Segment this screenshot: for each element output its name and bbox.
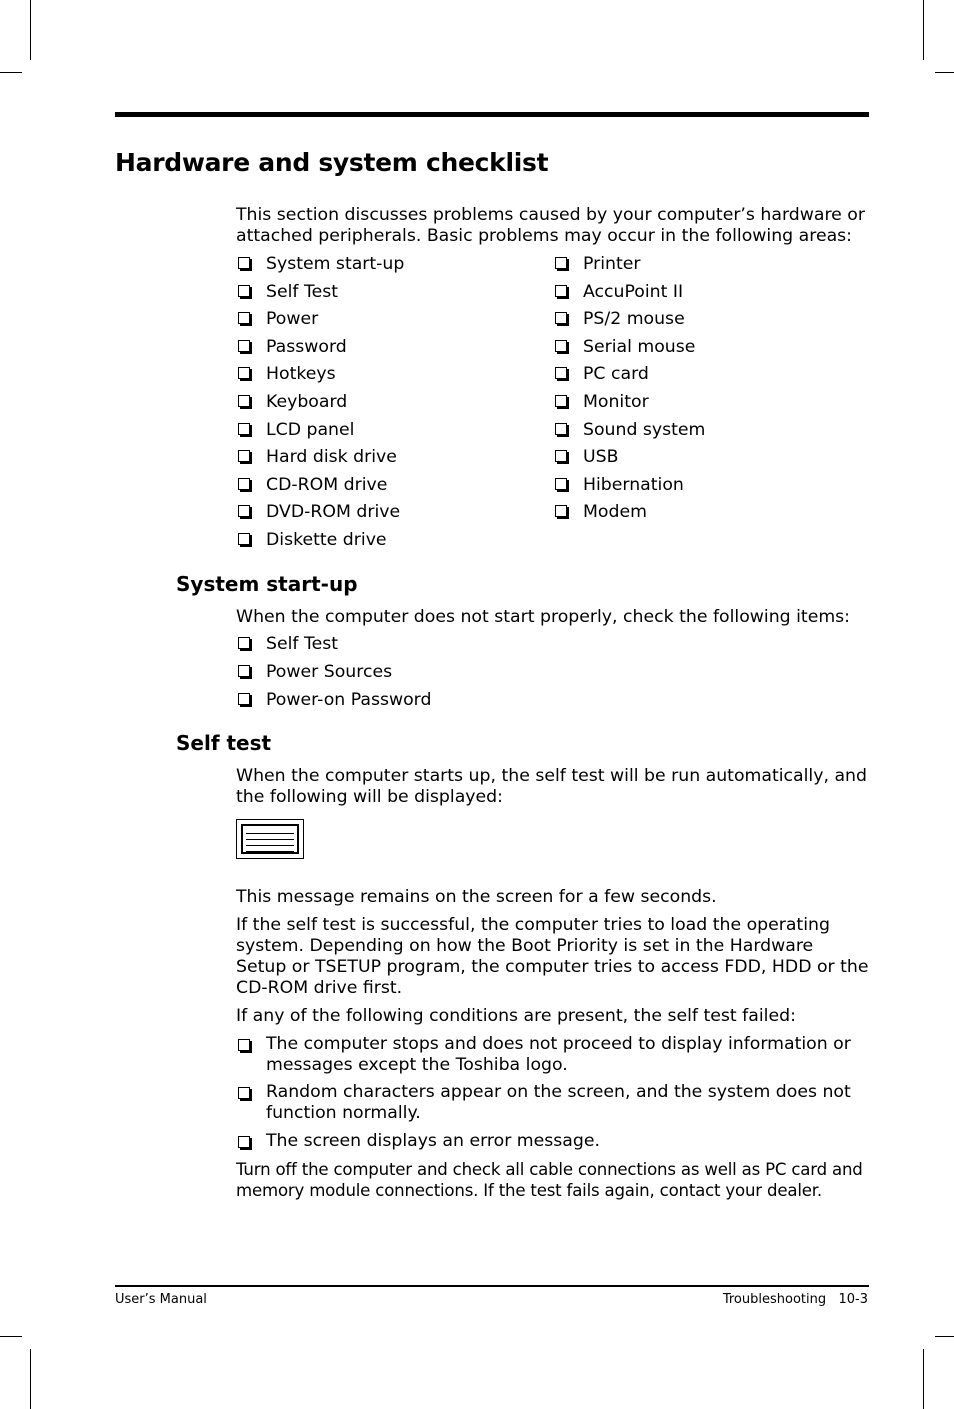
checkbox-icon: [555, 505, 567, 517]
checklist-item: [238, 662, 392, 683]
checklist-item-label: Hard disk drive: [266, 447, 397, 468]
checklist-item-label: Diskette drive: [266, 530, 387, 550]
intro-line: attached peripherals. Basic problems may occur in the following areas:: [236, 226, 852, 246]
checklist-item-label: Power-on Password: [266, 690, 432, 710]
checklist-item: [555, 364, 649, 385]
checklist-item-label: Sound system: [583, 419, 706, 440]
checkbox-icon: [555, 285, 567, 297]
checklist-item: [238, 309, 318, 330]
checkbox-icon: [238, 637, 250, 649]
checklist-item: [238, 392, 347, 413]
header-rule: [115, 112, 869, 117]
checklist-item-label: Printer: [583, 254, 641, 274]
crop-mark: [935, 72, 954, 73]
checklist-item: [238, 364, 336, 385]
success-line: CD-ROM drive first.: [236, 978, 403, 998]
checkbox-icon: [555, 340, 567, 352]
intro-line: This section discusses problems caused by your computer’s hardware or: [236, 205, 865, 225]
failure-line: The screen displays an error message.: [266, 1131, 600, 1151]
crop-mark: [0, 1336, 22, 1337]
checklist-item-label: Monitor: [583, 392, 649, 412]
checkbox-icon: [238, 395, 250, 407]
turnoff-line: memory module connections. If the test fails again, contact your dealer.: [236, 1181, 822, 1200]
checklist-item-label: Serial mouse: [583, 336, 696, 357]
conditions-text: If any of the following conditions are present, the self test failed:: [236, 1006, 796, 1026]
checkbox-icon: [238, 693, 250, 705]
checklist-item-label: USB: [583, 447, 619, 468]
success-line: If the self test is successful, the computer tries to load the operating: [236, 915, 830, 935]
success-line: Setup or TSETUP program, the computer tries to access FDD, HDD or the: [236, 957, 869, 977]
checklist-item-label: Password: [266, 336, 347, 357]
checkbox-icon: [555, 478, 567, 490]
checkbox-icon: [555, 395, 567, 407]
section-heading-selftest: Self test: [176, 731, 272, 755]
crop-mark: [30, 0, 31, 60]
checkbox-icon: [238, 533, 250, 545]
checklist-item: [555, 502, 647, 523]
checkbox-icon: [555, 367, 567, 379]
checkbox-icon: [238, 257, 250, 269]
checkbox-icon: [238, 367, 250, 379]
checklist-item: [238, 634, 338, 655]
checklist-item: [238, 420, 354, 441]
checkbox-icon: [238, 312, 250, 324]
checklist-item-label: Self Test: [266, 281, 339, 302]
checklist-item-label: AccuPoint II: [583, 281, 684, 302]
checklist-item: [555, 282, 683, 303]
failure-line: Random characters appear on the screen, and the system does not: [266, 1082, 851, 1102]
checklist-item-label: Power: [266, 309, 319, 330]
checklist-item: [238, 690, 431, 711]
turnoff-paragraph: [236, 1159, 869, 1201]
remain-text: This message remains on the screen for a few seconds.: [236, 887, 717, 907]
checkbox-icon: [238, 1039, 250, 1051]
checklist-item: [555, 420, 705, 441]
checklist-item: [555, 447, 618, 468]
failure-item: [236, 1034, 866, 1076]
screen-line: [246, 845, 294, 846]
crop-mark: [923, 1349, 924, 1409]
footer-left: User’s Manual: [115, 1292, 207, 1307]
checklist-item-label: Self Test: [266, 634, 339, 654]
checkbox-icon: [555, 312, 567, 324]
selftest-text: [236, 766, 869, 808]
checklist-item: [238, 502, 400, 523]
failure-line: The computer stops and does not proceed to display information or: [266, 1034, 851, 1054]
checklist-item-label: Hotkeys: [266, 364, 336, 385]
screen-line: [246, 839, 294, 840]
checklist-item: [238, 282, 338, 303]
checkbox-icon: [238, 285, 250, 297]
checklist-item: [238, 447, 397, 468]
checkbox-icon: [555, 423, 567, 435]
checklist-item-label: System start-up: [266, 254, 405, 274]
checklist-item-label: Hibernation: [583, 474, 684, 495]
checklist-item-label: DVD-ROM drive: [266, 502, 401, 523]
intro-paragraph: [236, 205, 869, 247]
crop-mark: [30, 1349, 31, 1409]
failure-item: [236, 1082, 866, 1124]
checkbox-icon: [555, 257, 567, 269]
checklist-item-label: PC card: [583, 364, 649, 385]
screen-line: [246, 833, 294, 834]
checkbox-icon: [555, 450, 567, 462]
checklist-item-label: LCD panel: [266, 419, 355, 440]
checklist-item: [555, 337, 695, 358]
checklist-item-label: CD-ROM drive: [266, 474, 388, 495]
screen-inner-frame: [241, 824, 299, 854]
crop-mark: [935, 1336, 954, 1337]
page-title: Hardware and system checklist: [115, 148, 549, 177]
checklist-item: [555, 309, 685, 330]
checklist-item-label: Keyboard: [266, 392, 348, 412]
checkbox-icon: [238, 478, 250, 490]
crop-mark: [0, 72, 22, 73]
failure-line: messages except the Toshiba logo.: [266, 1055, 568, 1075]
checkbox-icon: [238, 423, 250, 435]
footer-rule: [115, 1285, 869, 1287]
startup-text: When the computer does not start properly, check the following items:: [236, 607, 850, 627]
checklist-item-label: Power Sources: [266, 662, 393, 682]
checkbox-icon: [238, 340, 250, 352]
checklist-item-label: Modem: [583, 502, 647, 523]
checklist-item: [238, 337, 347, 358]
checklist-item: [555, 475, 684, 496]
success-paragraph: [236, 915, 869, 999]
checkbox-icon: [238, 665, 250, 677]
checkbox-icon: [238, 1136, 250, 1148]
checklist-item: [555, 392, 649, 413]
checkbox-icon: [238, 450, 250, 462]
footer-right: Troubleshooting 10-3: [722, 1292, 868, 1307]
screen-line: [246, 851, 294, 852]
failure-item: [236, 1131, 866, 1152]
turnoff-line: Turn off the computer and check all cable connections as well as PC card and: [236, 1160, 863, 1179]
checklist-item: [238, 475, 387, 496]
checkbox-icon: [238, 505, 250, 517]
checklist-item: [238, 254, 404, 275]
selftest-line: When the computer starts up, the self test will be run automatically, and: [236, 766, 867, 786]
crop-mark: [923, 0, 924, 60]
checklist-item-label: PS/2 mouse: [583, 309, 685, 330]
checklist-item: [238, 530, 387, 551]
checkbox-icon: [238, 1087, 250, 1099]
success-line: system. Depending on how the Boot Priority is set in the Hardware: [236, 936, 814, 956]
checklist-item: [555, 254, 641, 275]
failure-line: function normally.: [266, 1103, 421, 1123]
section-heading-startup: System start-up: [176, 572, 358, 596]
selftest-line: the following will be displayed:: [236, 787, 503, 807]
screen-display-graphic: [236, 819, 304, 859]
